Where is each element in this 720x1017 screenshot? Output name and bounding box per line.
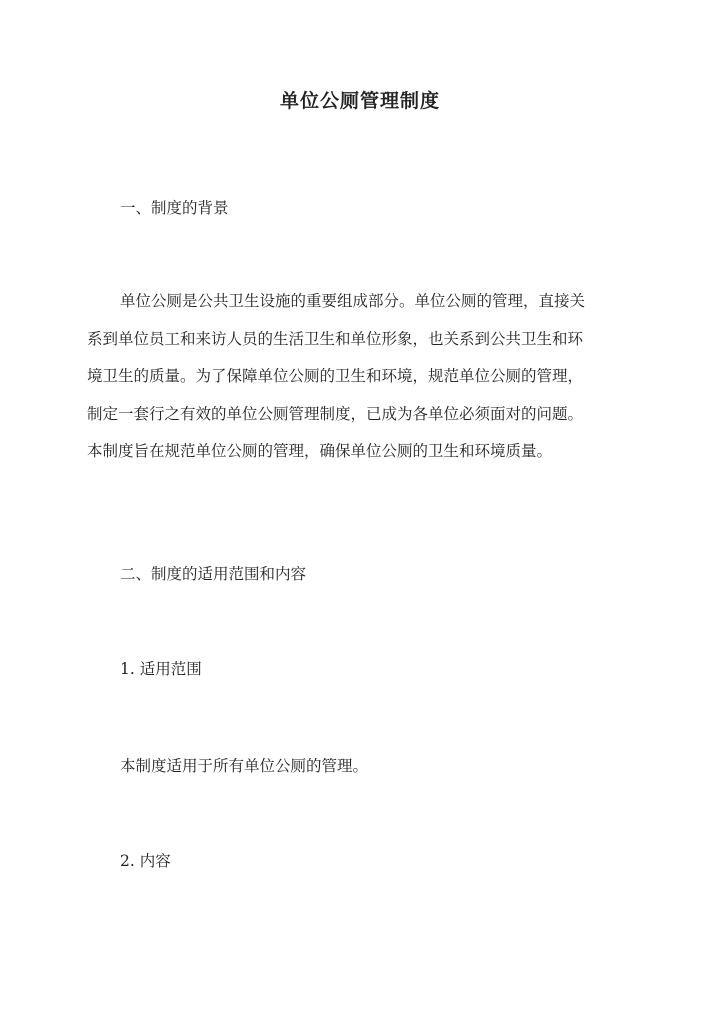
paragraph-line-3: 境卫生的质量。为了保障单位公厕的卫生和环境，规范单位公厕的管理，	[87, 367, 584, 385]
scope-text: 本制度适用于所有单位公厕的管理。	[120, 757, 369, 775]
paragraph-line-4: 制定一套行之有效的单位公厕管理制度，已成为各单位必须面对的问题。	[87, 404, 584, 423]
paragraph-line-2: 系到单位员工和来访人员的生活卫生和单位形象，也关系到公共卫生和环	[87, 329, 584, 348]
document-title: 单位公厕管理制度	[279, 90, 440, 112]
paragraph-line-5: 本制度旨在规范单位公厕的管理，确保单位公厕的卫生和环境质量。	[87, 442, 553, 460]
paragraph-line-1: 单位公厕是公共卫生设施的重要组成部分。单位公厕的管理，直接关	[120, 292, 586, 310]
subsection-heading-content: 2. 内容	[120, 852, 171, 870]
background-paragraph	[87, 283, 639, 471]
subsection-heading-scope: 1. 适用范围	[120, 660, 202, 678]
section-heading-scope: 二、制度的适用范围和内容	[120, 565, 307, 583]
section-heading-background: 一、制度的背景	[120, 199, 229, 217]
